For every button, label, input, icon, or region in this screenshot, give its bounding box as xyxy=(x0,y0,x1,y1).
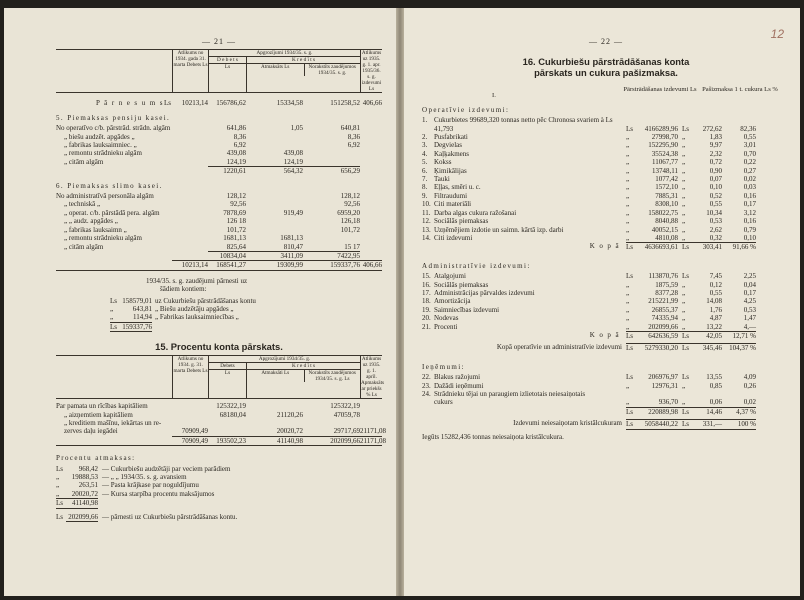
list-item: Ls 968,42 — Cukurbiešu audzētāji par veciem parādiem xyxy=(56,464,231,473)
table-row: 2. Pusfabrikati „ 27998,70 „ 1,83 0,55 xyxy=(422,133,756,142)
section-15-rows xyxy=(56,402,386,436)
page-number-right: — 22 — xyxy=(589,37,623,46)
page-number-left: — 21 — xyxy=(202,37,236,46)
table-row: 23. Dažādi ieņēmumi „ 12976,31 „ 0,85 0,26 xyxy=(422,381,756,390)
operative-title: Operatīvie izdevumi: xyxy=(422,105,510,114)
section-15-title: 15. Procentu konta pārskats. xyxy=(155,341,283,353)
list-item: „ 643,81 „ Biešu audzētāju apgādes „ xyxy=(110,304,234,313)
table-row: Par pamata un rīcības kapitāliem 125322,19 125322,19 xyxy=(56,402,360,411)
table-row: „ biešu audzēt. apgādes „ 8,36 8,36 xyxy=(64,132,360,141)
table-row: No administratīvā personāla algām 128,12 128,12 xyxy=(56,192,360,201)
writeoff-list xyxy=(56,297,382,333)
left-page xyxy=(4,8,396,596)
footnote: Iegūts 15282,436 tonnas neiesaiņota kristālcukura. xyxy=(422,432,564,441)
combined-total: Kopā operatīvie un administratīvie izdevumi Ls 5279330,20 Ls 345,46 104,37 % xyxy=(496,343,756,353)
table-row: zerves daļu iegādei 70909,49 20020,72 29717,69 21171,08 xyxy=(64,427,386,436)
operative-total: K o p ā Ls 4636693,61 Ls 303,41 91,66 % xyxy=(589,242,756,252)
section-5-total: 1220,61 564,32 656,29 xyxy=(56,166,382,175)
header-processing-costs: Pārstrādāšanas izdevumi Ls xyxy=(623,86,697,94)
writeoff-total: Ls 159337,76 xyxy=(110,322,152,331)
carry-forward-currency: Ls xyxy=(164,99,171,108)
table-row: „ techniskā „ 92,56 92,56 xyxy=(64,200,360,209)
roman-numeral: I. xyxy=(492,92,496,100)
header-written-off: Norakstīts zaudējumos 1934/35. s. g. xyxy=(304,64,361,76)
table-row: „ remontu strādnieku algām 1681,13 1681,13 xyxy=(64,234,303,243)
section-5-rows xyxy=(56,124,382,166)
header-repaid: Atmaksāts Ls xyxy=(261,64,290,71)
header-debit: D e b e t s xyxy=(209,57,246,64)
carry-forward-v3: 15334,58 xyxy=(276,99,303,108)
list-item: „ 20020,72 — Kursa starpība procentu maksājumos xyxy=(56,489,215,498)
table-row: „ „ audz. apgādes „ 126 18 126,18 xyxy=(64,217,360,226)
grand-total-row: 10213,14 168541,27 19309,99 159337,76 406,66 xyxy=(56,260,382,270)
section-16-subtitle: pārskats un cukura pašizmaksa. xyxy=(534,67,678,79)
list-item: „ 263,51 — Pasta krājkase par noguldījumu xyxy=(56,481,199,490)
table-row: 15. Atalgojumi Ls 113870,76 Ls 7,45 2,25 xyxy=(422,272,756,281)
writeoff-intro: 1934/35. s. g. zaudējumi pārnesti uz xyxy=(146,276,248,285)
table-row: 7. Tauki „ 1077,42 „ 0,07 0,02 xyxy=(422,175,756,184)
interest-repayments-title: Procentu atmaksas: xyxy=(56,454,136,463)
table-row: 11. Darba algas cukura ražošanai „ 158022,75 „ 10,34 3,12 xyxy=(422,208,756,217)
left-table-header xyxy=(56,49,382,93)
table-row: „ aizņemtiem kapitāliem 68180,04 21120,26 47059,78 xyxy=(64,410,360,419)
writeoff-block xyxy=(56,277,382,294)
carry-forward-label: P ā r n e s u m s xyxy=(96,99,164,108)
table-row: 6. Ķimikālijas „ 13748,11 „ 0,90 0,27 xyxy=(422,166,756,175)
income-rows xyxy=(422,373,790,407)
net-cost-row: Izdevumi neiesaiņotam kristālcukuram Ls 5058440,22 Ls 331,— 100 % xyxy=(513,419,756,429)
book-gutter xyxy=(396,8,404,596)
table-row: 12. Sociālās piemaksas „ 8040,88 „ 0,53 0,16 xyxy=(422,217,756,226)
section-5-title: 5. Piemaksas pensiju kasei. xyxy=(56,113,171,122)
section-6-total: 10834,04 3411,09 7422,95 xyxy=(56,251,382,260)
list-item: „ 19888,53 — „ „ 1934/35. s. g. avansiem xyxy=(56,473,187,481)
table-row: 9. Filtraudumi „ 7885,31 „ 0,52 0,16 xyxy=(422,191,756,200)
table-row: 8. Eļļas, smēri u. c. „ 1572,10 „ 0,10 0,03 xyxy=(422,183,756,192)
admin-rows xyxy=(422,272,790,331)
table-row: 20. Nodevas „ 74335,94 „ 4,87 1,47 xyxy=(422,314,756,323)
list-item: „ 114,94 „ Fabrikas lauksaimniecības „ xyxy=(110,313,239,322)
section-6-rows xyxy=(56,192,382,251)
interest-repayments-total: Ls 41140,98 xyxy=(56,499,98,508)
header-cost-per-ton: Pašizmaksa 1 t. cukura Ls % xyxy=(702,86,778,94)
book-spread xyxy=(4,8,800,596)
right-column-header xyxy=(422,86,790,99)
table-row: „ fabrikas lauksaimn „ 101,72 101,72 xyxy=(64,225,360,234)
table-row: 4. Kaļķakmens „ 35524,38 „ 2,32 0,70 xyxy=(422,149,756,158)
table-row: „ kreditiem mašīnu, iekārtas un re- xyxy=(64,418,162,427)
section-15-header: Atlikums no 1934. g. 31. marta Debets Ls Apgrozījumi 1934/35. g. Debets Ls K r e d ī t s Atmaksāti Ls Norakstīts zaudējumos 1934/35. s. g. Ls Atlikums uz 1935. g. 1. aprīl. Apmaksāts ar priekšs % Ls xyxy=(56,355,382,399)
table-row: 17. Administrācijas pārvaldes izdevumi „ 8377,28 „ 0,55 0,17 xyxy=(422,288,756,297)
table-row: „ operat. c/b. pārstādā pera. algām 7878,69 919,49 6959,20 xyxy=(64,208,360,217)
table-row: 3. Degvielas „ 152295,90 „ 9,97 3,01 xyxy=(422,141,756,150)
table-row: 22. Blakus ražojumi Ls 206976,97 Ls 13,55 4,09 xyxy=(422,373,756,382)
corner-pencil-mark: 12 xyxy=(770,27,784,41)
table-row: 10. Citi materiāli „ 8308,10 „ 0,55 0,17 xyxy=(422,200,756,209)
right-page xyxy=(404,8,800,596)
table-row: „ fabrikas lauksaimniec. „ 6,92 6,92 xyxy=(64,141,360,150)
carry-forward-v4: 151258,52 xyxy=(330,99,360,108)
income-title: Ieņēmumi: xyxy=(422,362,465,371)
transfer-row: Ls 202099,66 — pārnesti uz Cukurbiešu pārstrādāšanas kontu. xyxy=(56,512,238,521)
table-row: 1. Cukurbietes 99689,320 tonnas netto pēc Chronosa svariem à Ls 41,793 Ls 4166289,96 Ls 272,62 82,36 xyxy=(422,116,756,133)
header-opening-balance: Atlikums no 1934. gada 31. marta Debets Ls xyxy=(172,50,208,92)
carry-forward-row xyxy=(56,99,382,107)
header-closing-balance: Atlikums uz 1935. g. 1. apr. 1935/36. s. g. izdevumi Ls xyxy=(361,50,382,93)
header-turnover: Apgrozījumi 1934/35. s. g. xyxy=(209,50,360,57)
header-credit: K r e d ī t s xyxy=(247,57,360,64)
writeoff-intro-2: šādiem kontiem: xyxy=(160,285,207,294)
interest-repayments-list xyxy=(56,465,382,522)
table-row: No operatīvo c/b. pārstrād. strādn. algām 641,86 1,05 640,81 xyxy=(56,124,360,133)
carry-forward-v2: 156786,62 xyxy=(216,99,246,108)
table-row: „ remontu strādnieku algām 439,08 439,08 xyxy=(64,149,303,158)
table-row: 24. Strādnieku tējai un paraugiem izlietotais neiesaiņotais cukurs „ 936,70 „ 0,06 0,02 xyxy=(422,390,756,407)
list-item: Ls 158579,01 uz Cukurbiešu pārstrādāšanas kontu xyxy=(110,296,256,305)
table-row: „ citām algām 124,19 124,19 xyxy=(64,157,303,166)
section-6-title: 6. Piemaksas slimo kasei. xyxy=(56,181,163,190)
carry-forward-v5: 406,66 xyxy=(362,99,382,108)
admin-total: K o p ā Ls 642636,59 Ls 42,05 12,71 % xyxy=(589,330,756,340)
income-total: Ls 220889,98 Ls 14,46 4,37 % xyxy=(626,407,756,416)
table-row: 18. Amortizācija „ 215221,99 „ 14,08 4,25 xyxy=(422,297,756,306)
table-row: „ citām algām 825,64 810,47 15 17 xyxy=(64,242,360,251)
table-row: 21. Procenti „ 202099,66 „ 13,22 4,— xyxy=(422,322,756,331)
table-row: 19. Saimniecības izdevumi „ 26855,37 „ 1,76 0,53 xyxy=(422,305,756,314)
table-row: 13. Uzņēmējiem izdotie un saimn. kārtā izp. darbi „ 40052,15 „ 2,62 0,79 xyxy=(422,225,756,234)
table-row: 16. Sociālās piemaksas „ 1875,59 „ 0,12 0,04 xyxy=(422,280,756,289)
section-16-title: 16. Cukurbiešu pārstrādāšanas konta xyxy=(522,56,690,68)
admin-title: Administratīvie izdevumi: xyxy=(422,261,531,270)
operative-rows xyxy=(422,116,790,242)
section-15-total: 70909,49 193502,23 41140,98 202099,66 21171,08 xyxy=(56,436,382,446)
carry-forward-v1: 10213,14 xyxy=(181,99,208,108)
table-row: 5. Kokss „ 11067,77 „ 0,72 0,22 xyxy=(422,158,756,167)
table-row: 14. Citi izdevumi „ 4810,08 „ 0,32 0,10 xyxy=(422,233,756,242)
header-debit-ls: Ls xyxy=(224,64,231,71)
